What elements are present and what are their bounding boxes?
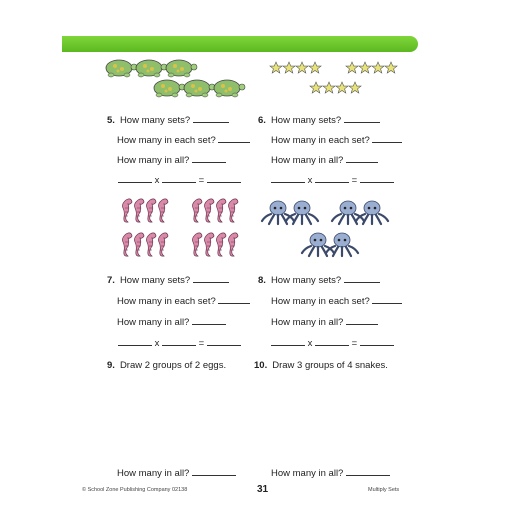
factor-blank[interactable] — [162, 173, 196, 183]
problem-5-all-question: How many in all? — [117, 153, 226, 167]
product-blank[interactable] — [360, 336, 394, 346]
problem-5-each-question: How many in each set? — [117, 133, 250, 147]
answer-blank[interactable] — [218, 294, 250, 304]
problem-6-each-question: How many in each set? — [271, 133, 402, 147]
answer-blank[interactable] — [346, 315, 378, 325]
answer-blank[interactable] — [344, 113, 380, 123]
answer-blank[interactable] — [192, 315, 226, 325]
section-title: Multiply Sets — [368, 487, 400, 493]
product-blank[interactable] — [207, 173, 241, 183]
answer-blank[interactable] — [218, 133, 250, 143]
problem-5-equation: x = — [118, 173, 241, 186]
header-bar — [62, 36, 418, 52]
octopus-group-picture — [260, 198, 410, 262]
answer-blank[interactable] — [192, 153, 226, 163]
answer-blank[interactable] — [344, 273, 380, 283]
problem-7-each-question: How many in each set? — [117, 294, 250, 308]
factor-blank[interactable] — [315, 336, 349, 346]
copyright-text: © School Zone Publishing Company 02138 — [82, 487, 188, 493]
answer-blank[interactable] — [372, 133, 402, 143]
answer-blank[interactable] — [346, 466, 390, 476]
product-blank[interactable] — [360, 173, 394, 183]
factor-blank[interactable] — [162, 336, 196, 346]
answer-blank[interactable] — [193, 273, 229, 283]
problem-10-prompt: 10. Draw 3 groups of 4 snakes. — [254, 360, 388, 371]
problem-8-each-question: How many in each set? — [271, 294, 402, 308]
problem-10-drawing-area[interactable] — [254, 378, 404, 463]
star-group-picture — [267, 60, 417, 100]
answer-blank[interactable] — [346, 153, 378, 163]
problem-6-all-question: How many in all? — [271, 153, 378, 167]
problem-8-sets-question: 8. How many sets? — [258, 273, 380, 287]
problem-8-equation: x = — [271, 336, 394, 349]
problem-9-drawing-area[interactable] — [107, 378, 247, 463]
worksheet-page — [62, 0, 418, 520]
answer-blank[interactable] — [192, 466, 236, 476]
answer-blank[interactable] — [372, 294, 402, 304]
problem-9-all-question: How many in all? — [117, 466, 236, 480]
factor-blank[interactable] — [315, 173, 349, 183]
factor-blank[interactable] — [271, 336, 305, 346]
problem-5-sets-question: 5. How many sets? — [107, 113, 229, 127]
factor-blank[interactable] — [271, 173, 305, 183]
problem-9-prompt: 9. Draw 2 groups of 2 eggs. — [107, 360, 227, 371]
factor-blank[interactable] — [118, 173, 152, 183]
factor-blank[interactable] — [118, 336, 152, 346]
page-number: 31 — [257, 484, 269, 495]
answer-blank[interactable] — [193, 113, 229, 123]
turtle-set-2 — [154, 80, 245, 97]
problem-8-all-question: How many in all? — [271, 315, 378, 329]
turtle-set-1 — [106, 60, 197, 77]
problem-7-equation: x = — [118, 336, 241, 349]
problem-6-sets-question: 6. How many sets? — [258, 113, 380, 127]
seahorse-group-picture — [120, 198, 246, 262]
problem-7-all-question: How many in all? — [117, 315, 226, 329]
problem-10-all-question: How many in all? — [271, 466, 390, 480]
problem-7-sets-question: 7. How many sets? — [107, 273, 229, 287]
problem-6-equation: x = — [271, 173, 394, 186]
product-blank[interactable] — [207, 336, 241, 346]
